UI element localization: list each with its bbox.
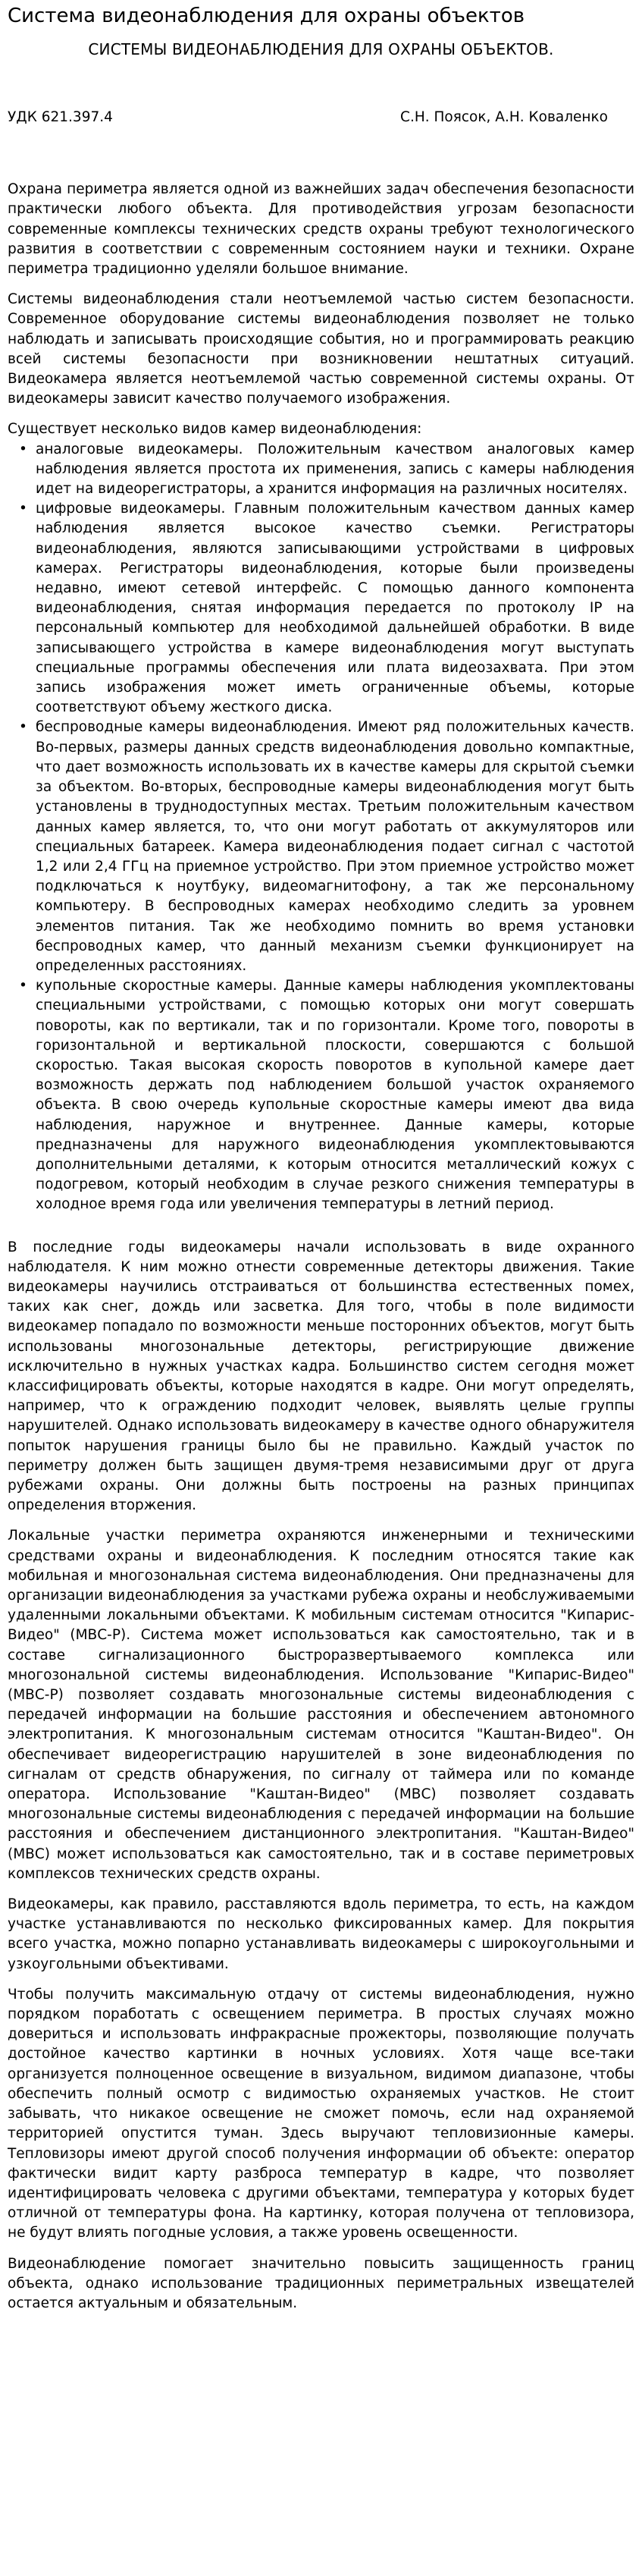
document-subtitle: СИСТЕМЫ ВИДЕОНАБЛЮДЕНИЯ ДЛЯ ОХРАНЫ ОБЪЕКТОВ. <box>88 40 554 58</box>
bullet-icon: • <box>19 501 27 517</box>
bullet-icon: • <box>19 441 27 457</box>
camera-types-list <box>8 440 634 1215</box>
list-intro: Существует несколько видов камер видеонаблюдения: <box>8 421 422 438</box>
list-item <box>19 718 634 976</box>
list-item-text: купольные скоростные камеры. Данные камеры наблюдения укомплектованы специальными устройствами, с помощью которых они могут совершать повороты, как по вертикали, так и по горизонтали. Кроме того, повороты в горизонтальной и вертикальной плоскости, совершаются с большой скоростью. Такая высокая скорость поворотов в купольной камере дает возможность держать под наблюдением большой участок охраняемого объекта. В свою очередь купольные скоростные камеры имеют два вида наблюдения, наружное и внутреннее. Данные камеры, которые предназначены для наружного видеонаблюдения укомплектовываются дополнительными деталями, к которым относится металлический кожух с подогревом, который необходим в случае резкого снижения температуры в холодное время года или увеличения температуры в летний период. <box>36 978 634 1213</box>
list-item-text: аналоговые видеокамеры. Положительным качеством аналоговых камер наблюдения является простота их применения, запись с камеры наблюдения идет на видеорегистраторы, а хранится информация на различных носителях. <box>36 441 634 498</box>
paragraph: Чтобы получить максимальную отдачу от системы видеонаблюдения, нужно порядком поработать с освещением периметра. В простых случаях можно довериться и использовать инфракрасные прожекторы, позволяющие получать достойное качество картинки в ночных условиях. Хотя чаще все-таки организуется полноценное освещение в визуальном, видимом диапазоне, чтобы обеспечить полный осмотр с видимостью охраняемых участков. Не стоит забывать, что никакое освещение не сможет помочь, если над охраняемой территорией опустится туман. Здесь выручают тепловизионные камеры. Тепловизоры имеют другой способ получения информации об объекте: оператор фактически видит карту разброса температур в кадре, что позволяет идентифицировать человека с другими объектами, температура у которых будет отличной от температуры фона. На картинку, которая получена от тепловизора, не будут влиять погодные условия, а также уровень освещенности. <box>8 1986 634 2241</box>
list-item-text: беспроводные камеры видеонаблюдения. Имеют ряд положительных качеств. Во-первых, размеры данных средств видеонаблюдения довольно компактные, что дает возможность использовать их в качестве камеры для скрытой съемки за объектом. Во-вторых, беспроводные камеры видеонаблюдения могут быть установлены в труднодоступных местах. Третьим положительным качеством данных камер является, то, что они могут работать от аккумуляторов или специальных батареек. Камера видеонаблюдения подает сигнал с частотой 1,2 или 2,4 ГГц на приемное устройство. При этом приемное устройство может подключаться к ноутбуку, видеомагнитофону, а так же персональному компьютеру. В беспроводных камерах необходимо следить за уровнем элементов питания. Так же необходимо помнить во время установки беспроводных камер, что данный механизм съемки функционирует на определенных расстояниях. <box>36 719 634 974</box>
list-item-text: цифровые видеокамеры. Главным положительным качеством данных камер наблюдения является высокое качество съемки. Регистраторы видеонаблюдения, являются записывающими устройствами в цифровых камерах. Регистраторы видеонаблюдения, которые были произведены недавно, имеют сетевой интерфейс. С помощью данного компонента видеонаблюдения, снятая информация передается по протоколу IP на персональный компьютер для необходимой дальнейшей обработки. В виде записывающего устройства в камере видеонаблюдения могут выступать специальные программы обеспечения или плата видеозахвата. При этом запись изображения может иметь ограниченные объемы, которые соответствуют объему жесткого диска. <box>36 501 634 716</box>
bullet-icon: • <box>19 978 27 994</box>
udk-code: УДК 621.397.4 <box>8 109 113 125</box>
paragraph: Видеокамеры, как правило, расставляются вдоль периметра, то есть, на каждом участке устанавливаются по несколько фиксированных камер. Для покрытия всего участка, можно попарно устанавливать видеокамеры с широкоугольными и узкоугольными объективами. <box>8 1896 634 1972</box>
paragraph: Системы видеонаблюдения стали неотъемлемой частью систем безопасности. Современное оборудование системы видеонаблюдения позволяет не только наблюдать и записывать происходящие события, но и программировать реакцию всей системы безопасности при возникновении нештатных ситуаций. Видеокамера является неотъемлемой частью современной системы охраны. От видеокамеры зависит качество получаемого изображения. <box>8 291 634 407</box>
bullet-icon: • <box>19 719 27 736</box>
article-page <box>0 5 642 2314</box>
metadata-row <box>8 108 634 127</box>
paragraph: Локальные участки периметра охраняются инженерными и техническими средствами охраны и видеонаблюдения. К последним относятся такие как мобильная и многозональная система видеонаблюдения. Они предназначены для организации видеонаблюдения за участками рубежа охраны и необслуживаемыми удаленными локальными объектами. К мобильным системам относится "Кипарис-Видео" (МВС-Р). Система может использоваться как самостоятельно, так и в составе сигнализационного быстроразвертываемого комплекса или многозональной системы видеонаблюдения. Использование "Кипарис-Видео" (МВС-Р) позволяет создавать многозональные системы видеонаблюдения с передачей информации на большие расстояния и обеспечением автономного электропитания. К многозональным системам относится "Каштан-Видео". Он обеспечивает видеорегистрацию нарушителей в зоне видеонаблюдения по сигналам от средств обнаружения, по сигналу от таймера или по команде оператора. Использование "Каштан-Видео" (МВС) позволяет создавать многозональные системы видеонаблюдения с передачей информации на большие расстояния и обеспечением дистанционного электропитания. "Каштан-Видео" (МВС) может использоваться как самостоятельно, так и в составе периметровых комплексов технических средств охраны. <box>8 1528 634 1882</box>
paragraph: В последние годы видеокамеры начали использовать в виде охранного наблюдателя. К ним можно отнести современные детекторы движения. Такие видеокамеры научились отстраиваться от большинства естественных помех, таких как снег, дождь или засветка. Для того, чтобы в поле видимости видеокамер попадало по возможности меньше посторонних объектов, могут быть использованы многозональные детекторы, регистрирующие движение исключительно в нужных участках кадра. Большинство систем сегодня может классифицировать объекты, которые находятся в кадре. Они могут определять, например, что к ограждению подходит человек, выявлять целые группы нарушителей. Однако использовать видеокамеру в качестве одного обнаружителя попыток нарушения границы было бы не правильно. Каждый участок по периметру должен быть защищен двумя-тремя независимыми друг от друга рубежами охраны. Они должны быть построены на разных принципах определения вторжения. <box>8 1239 634 1514</box>
list-item <box>19 440 634 500</box>
paragraph: Видеонаблюдение помогает значительно повысить защищенность границ объекта, однако использование традиционных периметральных извещателей остается актуальным и обязательным. <box>8 2255 634 2311</box>
paragraph: Охрана периметра является одной из важнейших задач обеспечения безопасности практически любого объекта. Для противодействия угрозам безопасности современные комплексы технических средств охраны требуют технологического развития в соответствии с современным состоянием науки и техники. Охране периметра традиционно уделяли большое внимание. <box>8 181 634 278</box>
document-title: Система видеонаблюдения для охраны объектов <box>8 5 525 27</box>
list-item <box>19 499 634 718</box>
list-item <box>19 976 634 1214</box>
authors: С.Н. Поясок, А.Н. Коваленко <box>400 109 608 125</box>
